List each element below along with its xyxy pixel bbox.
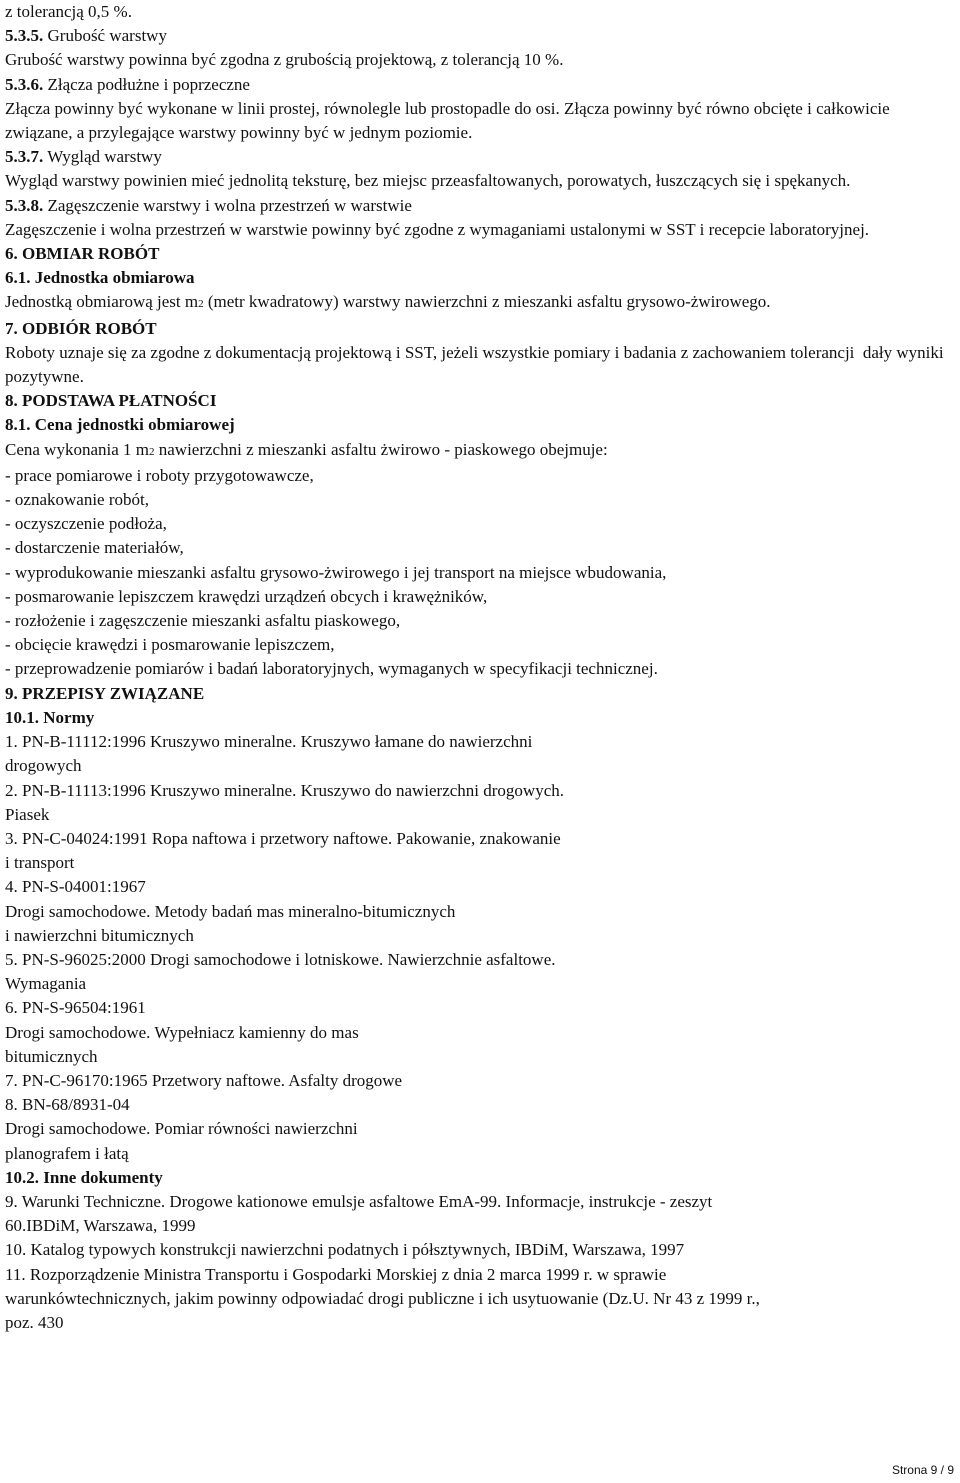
page-number: Strona 9 / 9	[891, 1463, 954, 1477]
list-item: 1. PN-B-11112:1996 Kruszywo mineralne. Kruszywo łamane do nawierzchni	[5, 732, 533, 752]
list-item: 10. Katalog typowych konstrukcji nawierzchni podatnych i półsztywnych, IBDiM, Warszawa, 1997	[5, 1240, 685, 1260]
list-item: 2. PN-B-11113:1996 Kruszywo mineralne. Kruszywo do nawierzchni drogowych.	[5, 780, 564, 800]
unit-subscript: 2	[149, 445, 155, 458]
list-item: 60.IBDiM, Warszawa, 1999	[5, 1216, 196, 1236]
text-span: (metr kwadratowy) warstwy nawierzchni z mieszanki asfaltu grysowo-żwirowego.	[203, 292, 771, 312]
cost-items-list	[5, 464, 955, 682]
paragraph: Złącza powinny być wykonane w linii prostej, równolegle lub prostopadle do osi. Złącza powinny być równo obcięte i całkowicie związane, a przylegające warstwy powinny być w jednym poziomie.	[5, 98, 890, 143]
paragraph: Wygląd warstwy powinien mieć jednolitą teksturę, bez miejsc przeasfaltowanych, porowatych, łuszczących się i spękanych.	[5, 171, 851, 191]
document-body	[5, 0, 955, 1335]
list-item: 5. PN-S-96025:2000 Drogi samochodowe i lotniskowe. Nawierzchnie asfaltowe.	[5, 949, 556, 969]
section-heading-6-1: 6.1. Jednostka obmiarowa	[5, 268, 195, 288]
list-item: 7. PN-C-96170:1965 Przetwory naftowe. Asfalty drogowe	[5, 1070, 403, 1090]
paragraph	[5, 290, 955, 316]
section-title: Zagęszczenie warstwy i wolna przestrzeń w warstwie	[43, 195, 412, 215]
list-item: - przeprowadzenie pomiarów i badań laboratoryjnych, wymaganych w specyfikacji technicznej.	[5, 659, 658, 679]
unit-subscript: 2	[198, 298, 204, 311]
list-item: - wyprodukowanie mieszanki asfaltu grysowo-żwirowego i jej transport na miejsce wbudowania,	[5, 562, 667, 582]
list-item: warunkówtechnicznych, jakim powinny odpowiadać drogi publiczne i ich usytuowanie (Dz.U. Nr 43 z 1999 r.,	[5, 1288, 760, 1308]
list-item: Drogi samochodowe. Pomiar równości nawierzchni	[5, 1119, 358, 1139]
list-item: 9. Warunki Techniczne. Drogowe kationowe emulsje asfaltowe EmA-99. Informacje, instrukcje - zeszyt	[5, 1191, 713, 1211]
list-item: Piasek	[5, 804, 50, 824]
section-heading-8: 8. PODSTAWA PŁATNOŚCI	[5, 391, 217, 411]
section-number: 5.3.7.	[5, 147, 44, 167]
text-span: Cena wykonania 1 m	[5, 439, 149, 459]
section-heading-5-3-7	[5, 145, 955, 169]
paragraph: Grubość warstwy powinna być zgodna z grubością projektową, z tolerancją 10 %.	[5, 50, 564, 70]
list-item: bitumicznych	[5, 1046, 98, 1066]
section-heading-5-3-5	[5, 24, 955, 48]
list-item: - dostarczenie materiałów,	[5, 538, 184, 558]
section-heading-10-1: 10.1. Normy	[5, 707, 95, 727]
section-heading-8-1: 8.1. Cena jednostki obmiarowej	[5, 415, 235, 435]
list-item: 11. Rozporządzenie Ministra Transportu i Gospodarki Morskiej z dnia 2 marca 1999 r. w sprawie	[5, 1264, 667, 1284]
list-item: - rozłożenie i zagęszczenie mieszanki asfaltu piaskowego,	[5, 611, 401, 631]
paragraph: Roboty uznaje się za zgodne z dokumentacją projektową i SST, jeżeli wszystkie pomiary i badania z zachowaniem tolerancji dały wyniki pozytywne.	[5, 342, 948, 387]
list-item: i transport	[5, 853, 75, 873]
norms-list	[5, 730, 955, 1166]
section-title: Grubość warstwy	[43, 26, 167, 46]
list-item: 6. PN-S-96504:1961	[5, 998, 146, 1018]
section-number: 5.3.5.	[5, 26, 44, 46]
list-item: poz. 430	[5, 1312, 64, 1332]
list-item: i nawierzchni bitumicznych	[5, 925, 194, 945]
section-number: 5.3.6.	[5, 74, 44, 94]
section-title: Złącza podłużne i poprzeczne	[43, 74, 250, 94]
section-heading-5-3-6	[5, 73, 955, 97]
section-number: 5.3.8.	[5, 195, 44, 215]
other-documents-list	[5, 1190, 955, 1335]
section-heading-7: 7. ODBIÓR ROBÓT	[5, 318, 157, 338]
section-title: Wygląd warstwy	[43, 147, 162, 167]
list-item: Drogi samochodowe. Metody badań mas mineralno-bitumicznych	[5, 901, 456, 921]
paragraph: Zagęszczenie i wolna przestrzeń w warstwie powinny być zgodne z wymaganiami ustalonymi w SST i recepcie laboratoryjnej.	[5, 219, 870, 239]
list-item: - oznakowanie robót,	[5, 490, 149, 510]
list-item: - posmarowanie lepiszczem krawędzi urządzeń obcych i krawężników,	[5, 586, 488, 606]
list-item: - prace pomiarowe i roboty przygotowawcze,	[5, 465, 314, 485]
section-heading-10-2: 10.2. Inne dokumenty	[5, 1167, 163, 1187]
text-span: nawierzchni z mieszanki asfaltu żwirowo - piaskowego obejmuje:	[154, 439, 608, 459]
section-heading-6: 6. OBMIAR ROBÓT	[5, 244, 160, 264]
text-line: z tolerancją 0,5 %.	[5, 2, 132, 21]
list-item: 8. BN-68/8931-04	[5, 1095, 130, 1115]
list-item: drogowych	[5, 756, 82, 776]
list-item: planografem i łatą	[5, 1143, 129, 1163]
list-item: 3. PN-C-04024:1991 Ropa naftowa i przetwory naftowe. Pakowanie, znakowanie	[5, 828, 561, 848]
section-heading-5-3-8	[5, 194, 955, 218]
list-item: Drogi samochodowe. Wypełniacz kamienny do mas	[5, 1022, 359, 1042]
list-item: 4. PN-S-04001:1967	[5, 877, 146, 897]
list-item: - obcięcie krawędzi i posmarowanie lepiszczem,	[5, 635, 335, 655]
list-item: Wymagania	[5, 974, 87, 994]
paragraph	[5, 438, 955, 464]
section-heading-9: 9. PRZEPISY ZWIĄZANE	[5, 683, 205, 703]
text-span: Jednostką obmiarową jest m	[5, 292, 199, 312]
list-item: - oczyszczenie podłoża,	[5, 514, 167, 534]
